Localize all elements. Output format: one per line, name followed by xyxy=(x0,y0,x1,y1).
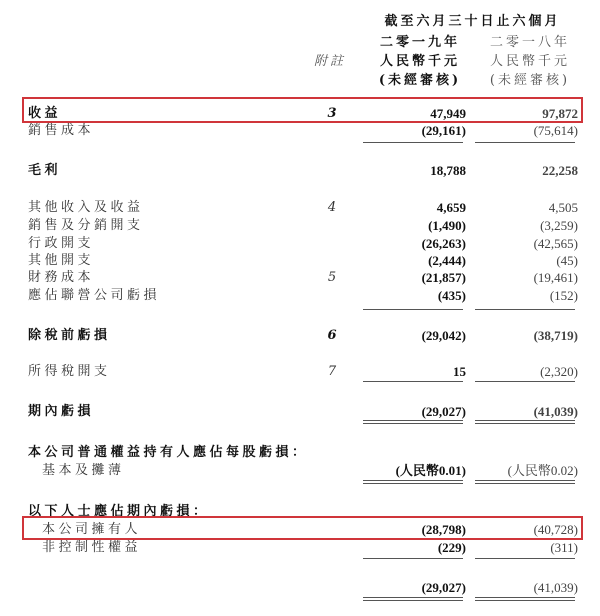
row-label: 其他收入及收益 xyxy=(28,200,144,215)
row-label: 非控制性權益 xyxy=(42,540,142,555)
value-2018: 22,258 xyxy=(542,163,578,178)
row-note: 4 xyxy=(327,200,337,215)
note-column-heading: 附註 xyxy=(313,54,346,69)
double-underline xyxy=(363,480,463,484)
double-underline xyxy=(475,480,575,484)
value-2018: (152) xyxy=(549,288,578,303)
value-2019: (29,027) xyxy=(421,580,466,595)
underline xyxy=(363,381,463,382)
row-label: 本公司普通權益持有人應佔每股虧損： xyxy=(28,445,309,460)
row-label: 銷售及分銷開支 xyxy=(28,218,144,233)
value-2019: (人民幣0.01) xyxy=(395,463,466,478)
double-underline xyxy=(475,597,575,601)
underline xyxy=(363,309,463,310)
value-2019: (435) xyxy=(437,288,466,303)
value-2018: (38,719) xyxy=(533,328,578,343)
row-label: 基本及攤薄 xyxy=(42,463,125,478)
col-2018-unit: 人民幣千元 xyxy=(489,54,570,69)
value-2018: (19,461) xyxy=(533,270,578,285)
value-2019: 18,788 xyxy=(430,163,466,178)
value-2019: (28,798) xyxy=(421,522,466,537)
col-2019-status: (未經審核) xyxy=(378,73,462,88)
row-label: 收益 xyxy=(28,106,62,121)
value-2018: (40,728) xyxy=(533,522,578,537)
value-2018: (3,259) xyxy=(540,218,578,233)
value-2018: 97,872 xyxy=(542,106,578,121)
row-label: 財務成本 xyxy=(28,270,95,285)
col-2018-year: 二零一八年 xyxy=(489,35,570,50)
row-label: 所得稅開支 xyxy=(28,364,111,379)
value-2018: (41,039) xyxy=(533,404,578,419)
row-label: 銷售成本 xyxy=(28,123,95,138)
period-heading: 截至六月三十日止六個月 xyxy=(384,14,561,29)
value-2019: (2,444) xyxy=(428,253,466,268)
value-2018: 4,505 xyxy=(548,200,578,215)
value-2018: (2,320) xyxy=(540,364,578,379)
value-2019: 47,949 xyxy=(430,106,466,121)
row-note: 3 xyxy=(327,106,337,121)
underline xyxy=(363,142,463,143)
col-2019-year: 二零一九年 xyxy=(379,35,460,50)
underline xyxy=(475,381,575,382)
value-2019: (29,161) xyxy=(421,123,466,138)
value-2018: (人民幣0.02) xyxy=(507,463,578,478)
row-note: 5 xyxy=(327,270,337,285)
highlight-box-revenue xyxy=(22,97,583,123)
row-label: 期內虧損 xyxy=(28,404,95,419)
value-2019: 4,659 xyxy=(436,200,466,215)
underline xyxy=(475,558,575,559)
highlight-box-owners xyxy=(22,516,583,540)
col-2018-status: (未經審核) xyxy=(489,73,571,88)
value-2018: (42,565) xyxy=(533,236,578,251)
value-2018: (41,039) xyxy=(533,580,578,595)
row-label: 行政開支 xyxy=(28,236,95,251)
underline xyxy=(475,142,575,143)
value-2019: (29,042) xyxy=(421,328,466,343)
row-label: 本公司擁有人 xyxy=(42,522,142,537)
row-label: 除稅前虧損 xyxy=(28,328,111,343)
row-note: 7 xyxy=(327,364,337,379)
underline xyxy=(363,558,463,559)
value-2018: (75,614) xyxy=(533,123,578,138)
value-2019: 15 xyxy=(453,364,466,379)
double-underline xyxy=(363,597,463,601)
value-2019: (229) xyxy=(437,540,466,555)
double-underline xyxy=(475,420,575,424)
row-label: 其他開支 xyxy=(28,253,95,268)
row-label: 以下人士應佔期內虧損： xyxy=(28,504,210,519)
value-2019: (26,263) xyxy=(421,236,466,251)
row-label: 應佔聯營公司虧損 xyxy=(28,288,161,303)
value-2019: (21,857) xyxy=(421,270,466,285)
double-underline xyxy=(363,420,463,424)
col-2019-unit: 人民幣千元 xyxy=(379,54,460,69)
value-2018: (311) xyxy=(550,540,578,555)
value-2018: (45) xyxy=(556,253,578,268)
underline xyxy=(475,309,575,310)
value-2019: (29,027) xyxy=(421,404,466,419)
row-label: 毛利 xyxy=(28,163,62,178)
value-2019: (1,490) xyxy=(428,218,466,233)
row-note: 6 xyxy=(327,328,337,343)
